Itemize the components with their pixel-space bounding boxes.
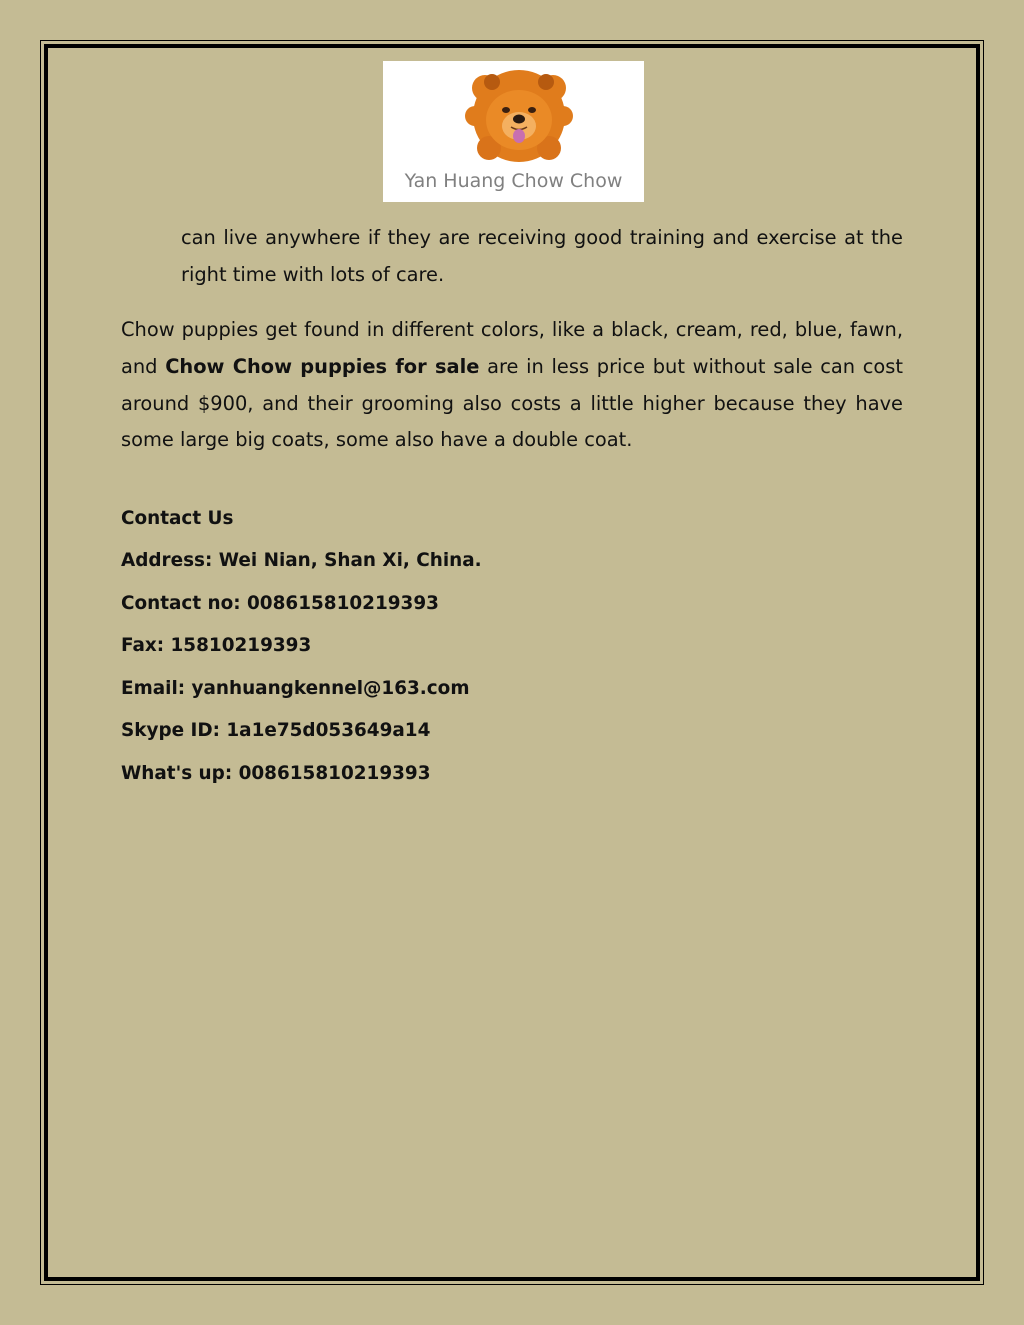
- contact-email: Email: yanhuangkennel@163.com: [121, 678, 470, 699]
- contact-address: Address: Wei Nian, Shan Xi, China.: [121, 550, 482, 571]
- bold-keyword: Chow Chow puppies for sale: [165, 354, 480, 378]
- contact-skype: Skype ID: 1a1e75d053649a14: [121, 720, 431, 741]
- contact-phone: Contact no: 008615810219393: [121, 593, 439, 614]
- body-paragraph-1: can live anywhere if they are receiving good training and exercise at the right time with lots of care.: [181, 226, 903, 286]
- paragraph-text: Chow puppies get found in different colors, like a black, cream, red, blue, fawn, and: [121, 318, 903, 378]
- contact-fax: Fax: 15810219393: [121, 635, 312, 656]
- contact-whatsapp: What's up: 008615810219393: [121, 763, 431, 784]
- paragraph-text: are in less price but without sale can cost around $900, and their grooming also costs a little higher because they have some large big coats, some also have a double coat.: [121, 354, 903, 452]
- brand-logo: [383, 61, 644, 202]
- contact-heading: Contact Us: [121, 508, 234, 529]
- brand-logo-text: Yan Huang Chow Chow: [404, 170, 623, 192]
- body-paragraph-2: [121, 312, 903, 459]
